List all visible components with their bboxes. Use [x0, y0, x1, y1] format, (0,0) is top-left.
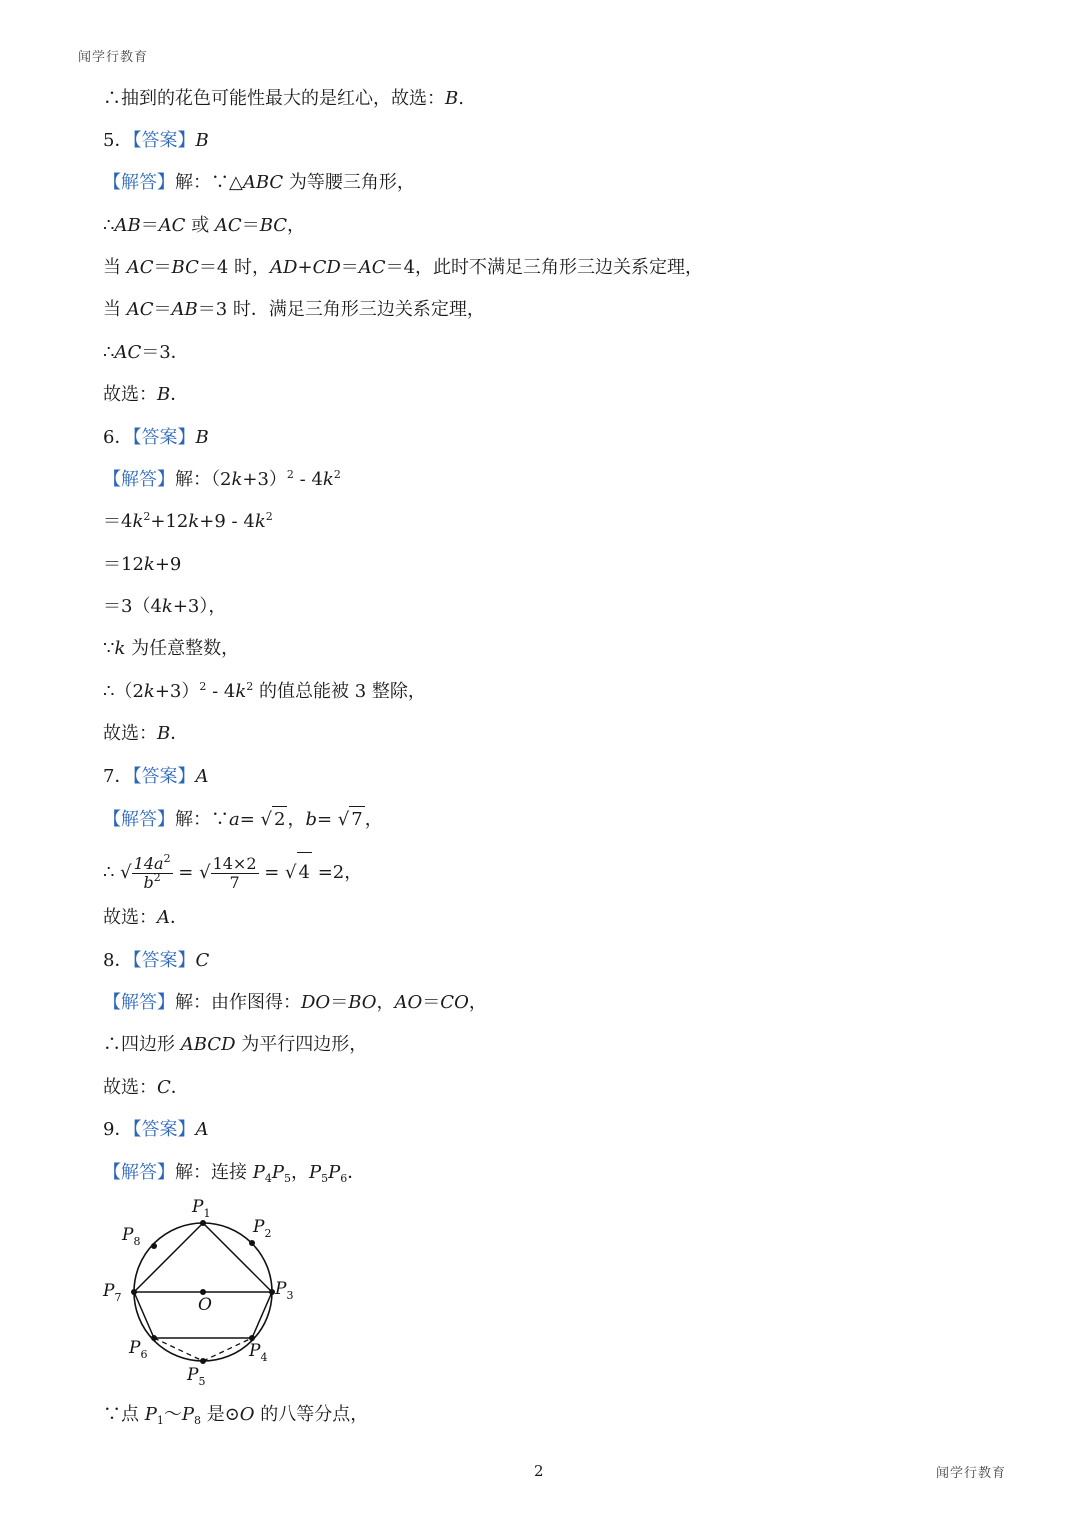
label-p7: $P_7$	[103, 1281, 122, 1304]
choice-line: 故选：B．	[103, 384, 189, 405]
label-p8: $P_8$	[122, 1225, 141, 1248]
fraction-2: $\frac{14\times 2}{7}$	[212, 853, 257, 892]
text-line: ∴AB＝AC 或 AC＝BC，	[103, 215, 306, 236]
answer-line-q7: 7．【答案】A	[103, 766, 209, 787]
solution-line: 【解答】解：∵△ABC 为等腰三角形，	[103, 172, 415, 193]
text-line: ＝12k+9	[103, 554, 182, 575]
choice-line: 故选：C．	[103, 1077, 189, 1098]
footer-brand: 闻学行教育	[936, 1466, 1007, 1481]
solution-line: 【解答】解：由作图得：DO＝BO，AO＝CO，	[103, 992, 487, 1013]
segment-p7p6	[134, 1292, 154, 1338]
segment-p1p7	[134, 1223, 203, 1292]
point-p2	[249, 1240, 255, 1246]
segment-p4p3	[252, 1292, 272, 1338]
label-p2: $P_2$	[253, 1217, 272, 1240]
text-line: ∴抽到的花色可能性最大的是红心，故选：B.	[103, 88, 464, 109]
label-p3: $P_3$	[275, 1279, 294, 1302]
label-o: O	[198, 1295, 212, 1315]
point-p6	[151, 1335, 157, 1341]
label-p6: $P_6$	[129, 1338, 148, 1361]
text-line: ∴四边形 ABCD 为平行四边形，	[103, 1034, 368, 1055]
answer-line-q8: 8．【答案】C	[103, 950, 210, 971]
formula-line: ∴ √ $\frac{14a^2}{b^2}$ = √ $\frac{14\times 2}{7}$ = √ 4 =2，	[103, 851, 363, 892]
segment-p6p5	[154, 1338, 203, 1361]
text-line: $\therefore(2k+3)^2 - 4k^2$ 的值总能被 3 整除，	[103, 680, 426, 702]
text-line: $=4k^2+12k+9 - 4k^2$	[103, 510, 273, 532]
choice-line: 故选：A．	[103, 907, 188, 928]
text-line: 当 AC＝AB＝3 时．满足三角形三边关系定理，	[103, 299, 485, 320]
point-p7	[131, 1289, 137, 1295]
label-p4: $P_4$	[249, 1341, 268, 1364]
answer-line-q6: 6．【答案】B	[103, 427, 209, 448]
label-p1: $P_1$	[192, 1197, 211, 1220]
octagon-circle-figure	[100, 1188, 310, 1388]
header-brand: 闻学行教育	[78, 50, 149, 65]
text-line: ∵k 为任意整数，	[103, 638, 240, 659]
point-p1	[200, 1220, 206, 1226]
text-line: ∴AC＝3．	[103, 342, 189, 363]
solution-line: 【解答】解：$(2k+3)^2 - 4k^2$	[103, 468, 341, 490]
text-line: ＝3（4k+3），	[103, 596, 227, 617]
point-p5	[200, 1358, 206, 1364]
answer-line-q5: 5．【答案】B	[103, 130, 209, 151]
page-number: 2	[534, 1462, 544, 1480]
solution-line: 【解答】解：连接 $P_4P_5$，$P_5P_6$．	[103, 1162, 366, 1185]
answer-line-q9: 9．【答案】A	[103, 1119, 209, 1140]
solution-line: 【解答】解：∵a= √ 2 ，b= √ 7 ，	[103, 806, 383, 833]
fraction-1: $\frac{14a^2}{b^2}$	[133, 851, 171, 892]
label-p5: $P_5$	[187, 1365, 206, 1388]
text-line: 当 AC＝BC＝4 时，AD+CD＝AC＝4，此时不满足三角形三边关系定理，	[103, 257, 704, 278]
text-line: ∵点 $P_1\sim P_8$ 是⊙O 的八等分点，	[103, 1404, 369, 1427]
segment-p5p4	[203, 1338, 252, 1361]
choice-line: 故选：B．	[103, 723, 189, 744]
point-p8	[151, 1243, 157, 1249]
